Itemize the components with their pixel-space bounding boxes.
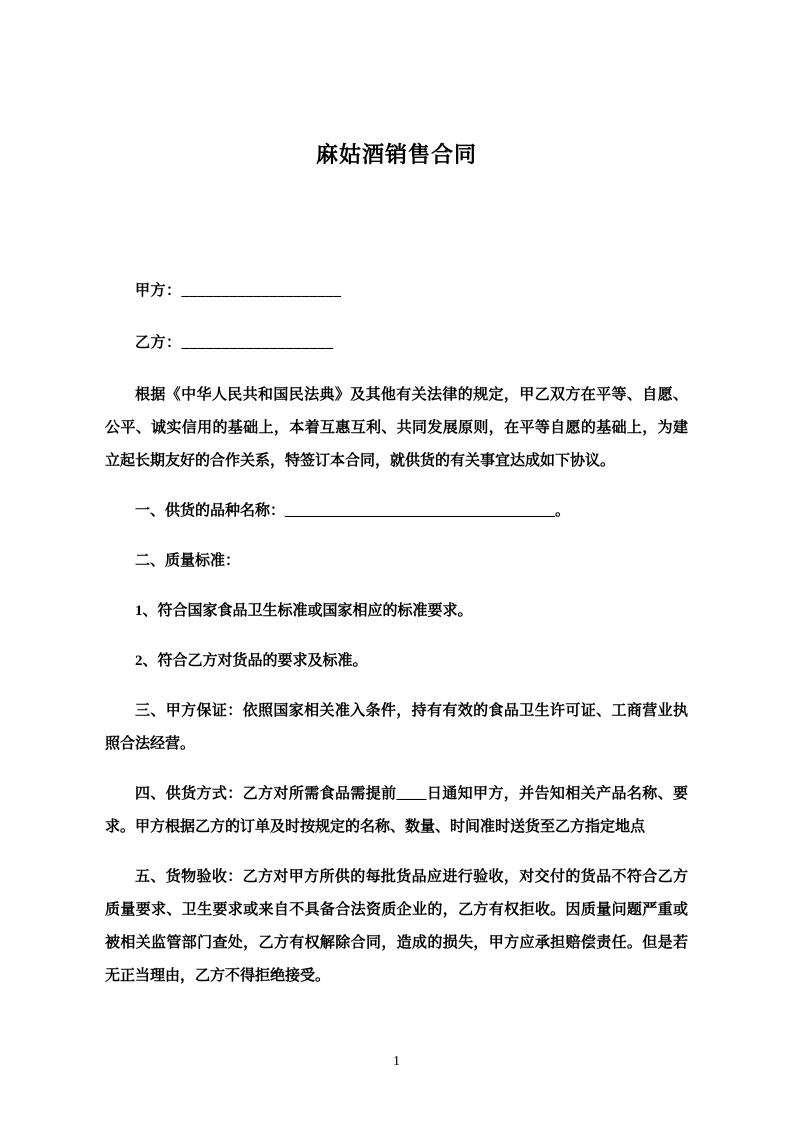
party-b-field: 乙方：___________________ bbox=[135, 335, 334, 351]
clause-quality-item-2: 2、符合乙方对货品的要求及标准。 bbox=[135, 653, 368, 669]
clause-quality-item-1: 1、符合国家食品卫生标准或国家相应的标准要求。 bbox=[135, 603, 473, 619]
page-number: 1 bbox=[393, 1054, 400, 1069]
party-a-field: 甲方：____________________ bbox=[135, 283, 342, 299]
clause-quality-standard-heading: 二、质量标准： bbox=[135, 553, 241, 569]
clause-product-name: 一、供货的品种名称：____________________________________。 bbox=[135, 503, 571, 519]
contract-title: 麻姑酒销售合同 bbox=[315, 142, 477, 167]
document-body bbox=[0, 275, 793, 993]
clause-goods-inspection: 五、货物验收：乙方对甲方所供的每批货品应进行验收，对交付的货品不符合乙方质量要求、卫生要求或来自不具备合法资质企业的，乙方有权拒收。因质量问题严重或被相关监管部门查处，乙方有权解除合同，造成的损失，甲方应承担赔偿责任。但是若无正当理由，乙方不得拒绝接受。 bbox=[105, 869, 688, 984]
clause-party-a-guarantee: 三、甲方保证：依照国家相关准入条件，持有有效的食品卫生许可证、工商营业执照合法经营。 bbox=[105, 703, 688, 752]
clause-supply-method: 四、供货方式：乙方对所需食品需提前____日通知甲方，并告知相关产品名称、要求。甲方根据乙方的订单及时按规定的名称、数量、时间准时送货至乙方指定地点 bbox=[105, 786, 688, 835]
intro-paragraph: 根据《中华人民共和国民法典》及其他有关法律的规定，甲乙双方在平等、自愿、公平、诚实信用的基础上，本着互惠互利、共同发展原则，在平等自愿的基础上，为建立起长期友好的合作关系，特签订本合同，就供货的有关事宜达成如下协议。 bbox=[105, 387, 688, 469]
